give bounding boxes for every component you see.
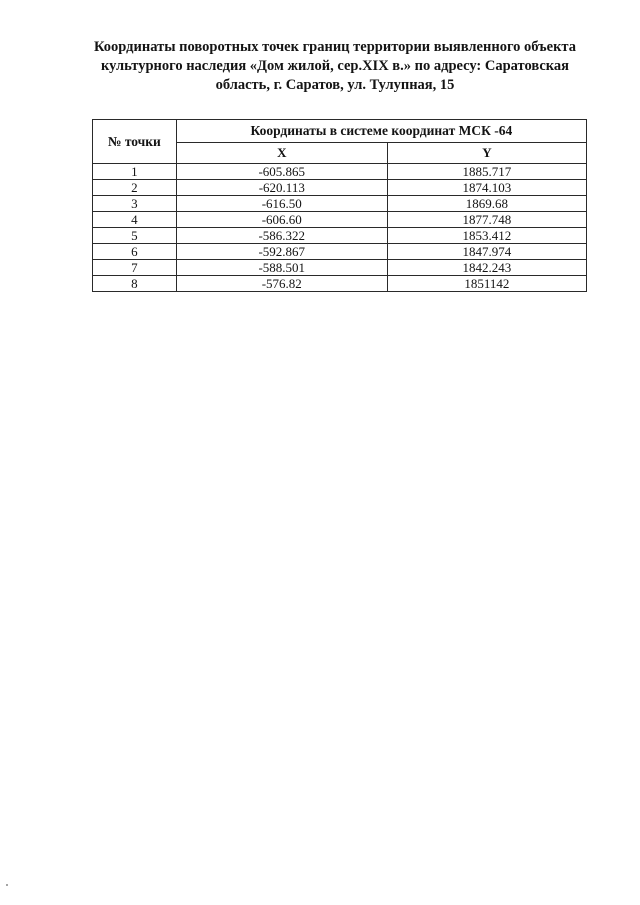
table-row xyxy=(93,276,587,292)
cell-x: -606.60 xyxy=(176,212,387,228)
cell-point: 3 xyxy=(93,196,177,212)
cell-y: 1877.748 xyxy=(387,212,586,228)
cell-x: -586.322 xyxy=(176,228,387,244)
cell-point: 2 xyxy=(93,180,177,196)
cell-x: -616.50 xyxy=(176,196,387,212)
title-line-1: Координаты поворотных точек границ территории выявленного объекта xyxy=(94,39,576,55)
cell-point: 4 xyxy=(93,212,177,228)
header-y: Y xyxy=(387,143,586,164)
cell-point: 5 xyxy=(93,228,177,244)
cell-y: 1851142 xyxy=(387,276,586,292)
table-row xyxy=(93,244,587,260)
cell-y: 1853.412 xyxy=(387,228,586,244)
cell-point: 8 xyxy=(93,276,177,292)
table-row xyxy=(93,212,587,228)
scan-speck xyxy=(6,884,8,886)
cell-point: 7 xyxy=(93,260,177,276)
table-row xyxy=(93,228,587,244)
coordinates-table xyxy=(92,119,587,292)
header-point-number: № точки xyxy=(93,120,177,164)
cell-y: 1847.974 xyxy=(387,244,586,260)
cell-y: 1869.68 xyxy=(387,196,586,212)
header-coordinate-system: Координаты в системе координат МСК -64 xyxy=(176,120,586,143)
cell-x: -576.82 xyxy=(176,276,387,292)
cell-y: 1874.103 xyxy=(387,180,586,196)
cell-point: 6 xyxy=(93,244,177,260)
table-row xyxy=(93,164,587,180)
document-title xyxy=(70,38,600,95)
table-row xyxy=(93,260,587,276)
table-row xyxy=(93,196,587,212)
cell-x: -588.501 xyxy=(176,260,387,276)
header-x: X xyxy=(176,143,387,164)
title-line-3: область, г. Саратов, ул. Тулупная, 15 xyxy=(215,77,455,93)
cell-x: -592.867 xyxy=(176,244,387,260)
title-line-2: культурного наследия «Дом жилой, сер.XIX в.» по адресу: Саратовская xyxy=(100,58,570,74)
table-row xyxy=(93,180,587,196)
cell-point: 1 xyxy=(93,164,177,180)
cell-x: -620.113 xyxy=(176,180,387,196)
cell-x: -605.865 xyxy=(176,164,387,180)
cell-y: 1885.717 xyxy=(387,164,586,180)
cell-y: 1842.243 xyxy=(387,260,586,276)
table-header-row xyxy=(93,120,587,143)
